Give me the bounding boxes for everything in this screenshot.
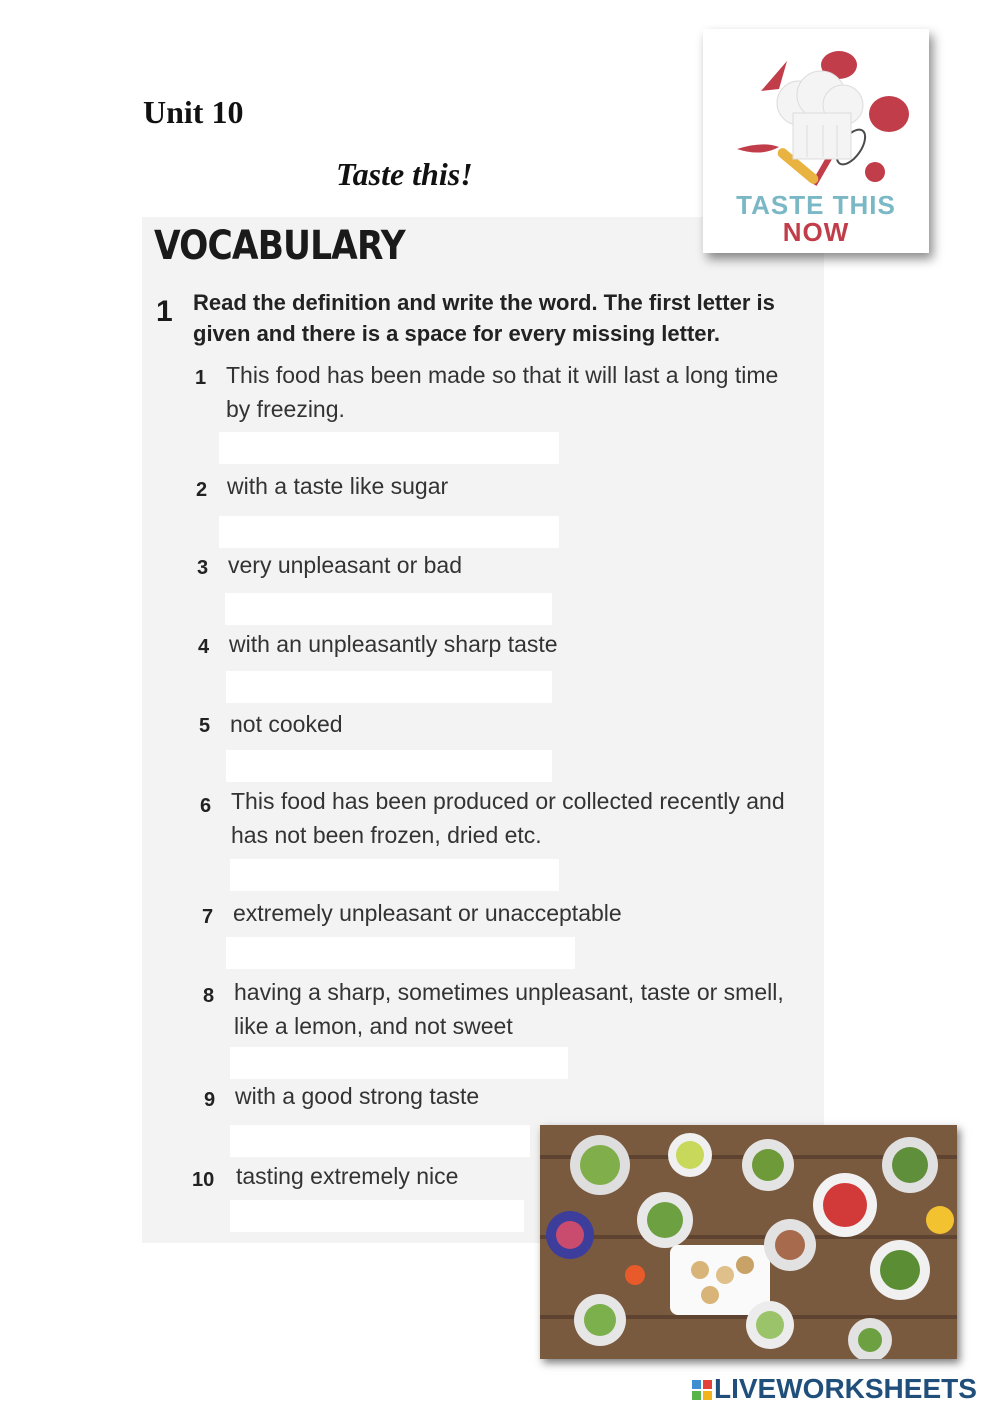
item-definition: tasting extremely nice: [236, 1163, 459, 1189]
item-number: 1: [195, 367, 207, 389]
item-number: 8: [203, 985, 215, 1007]
brand-text: LIVEWORKSHEETS: [714, 1373, 977, 1404]
section-heading: VOCABULARY: [154, 223, 405, 269]
worksheet-subtitle: Taste this!: [336, 156, 473, 192]
item-number: 4: [198, 636, 210, 658]
liveworksheets-brand: [692, 1373, 977, 1405]
item-number: 9: [204, 1089, 216, 1111]
answer-input-3[interactable]: [225, 593, 552, 625]
item-definition: very unpleasant or bad: [228, 552, 462, 578]
exercise-instruction: Read the definition and write the word. The first letter is given and there is a space for every missing letter.: [193, 290, 775, 346]
chef-hat-icon: [703, 29, 929, 189]
item-number: 10: [192, 1169, 215, 1191]
answer-input-1[interactable]: [219, 432, 559, 464]
liveworksheets-logo-icon: [692, 1380, 712, 1400]
item-definition: with a taste like sugar: [227, 473, 449, 499]
item-number: 7: [202, 906, 214, 928]
item-number: 3: [197, 557, 209, 579]
unit-title: Unit 10: [143, 94, 244, 130]
logo-line-2: NOW: [782, 217, 850, 247]
vocabulary-panel: [142, 217, 824, 1243]
item-definition: having a sharp, sometimes unpleasant, taste or smell, like a lemon, and not sweet: [234, 979, 784, 1039]
item-definition: extremely unpleasant or unacceptable: [233, 900, 622, 926]
item-definition: with a good strong taste: [235, 1083, 480, 1109]
exercise-number: 1: [156, 295, 173, 328]
answer-input-4[interactable]: [226, 671, 552, 703]
food-table-photo: [540, 1125, 957, 1359]
item-definition: This food has been made so that it will last a long time by freezing.: [226, 362, 779, 422]
logo-line-1: TASTE THIS: [736, 190, 896, 220]
answer-input-9[interactable]: [230, 1125, 530, 1157]
item-number: 5: [199, 715, 211, 737]
item-definition: with an unpleasantly sharp taste: [229, 631, 558, 657]
answer-input-10[interactable]: [230, 1200, 524, 1232]
item-number: 2: [196, 479, 208, 501]
item-definition: not cooked: [230, 711, 343, 737]
item-definition: This food has been produced or collected recently and has not been frozen, dried etc.: [231, 788, 785, 848]
taste-this-now-logo: [703, 29, 929, 253]
answer-input-8[interactable]: [230, 1047, 568, 1079]
answer-input-2[interactable]: [219, 516, 559, 548]
item-number: 6: [200, 795, 212, 817]
answer-input-7[interactable]: [226, 937, 575, 969]
answer-input-6[interactable]: [230, 859, 559, 891]
answer-input-5[interactable]: [226, 750, 552, 782]
